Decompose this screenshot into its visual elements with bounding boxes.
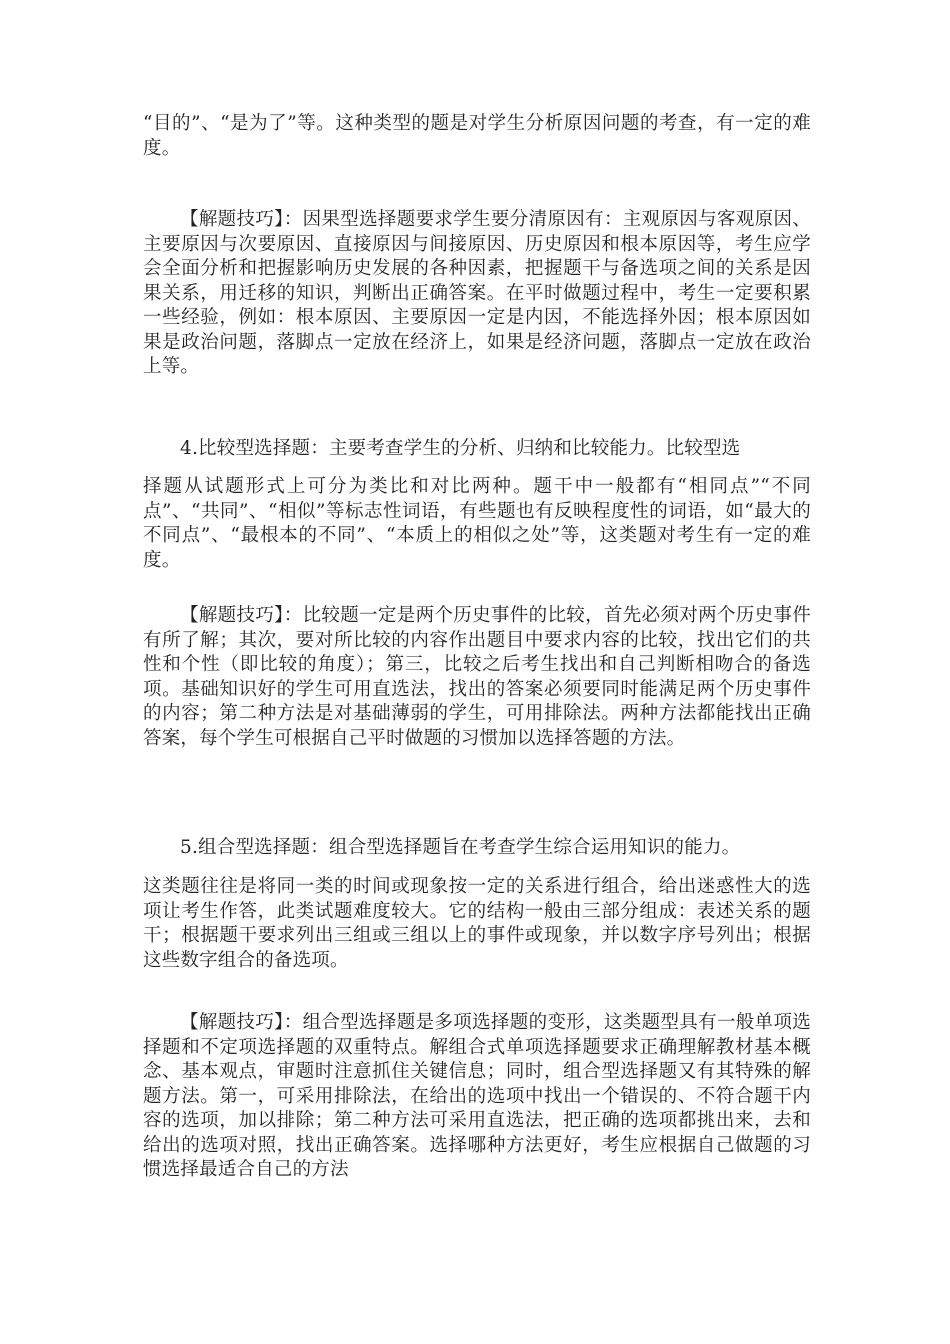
paragraph-cause-intro-end: “目的”、“是为了”等。这种类型的题是对学生分析原因问题的考查，有一定的难度。 [143,113,811,159]
heading-combination-type: 5.组合型选择题：组合型选择题旨在考查学生综合运用知识的能力。 [180,837,741,858]
paragraph-combination-body: 这类题往往是将同一类的时间或现象按一定的关系进行组合，给出迷惑性大的选项让考生作答，此类试题难度较大。它的结构一般由三部分组成：表述关系的题干；根据题干要求列出三组或三组以上的事件或现象，并以数字序号列出；根据这些数字组合的备选项。 [143,876,811,971]
heading-comparison-type: 4.比较型选择题：主要考查学生的分析、归纳和比较能力。比较型选 [180,438,741,459]
paragraph-comparison-body: 择题从试题形式上可分为类比和对比两种。题干中一般都有“相同点”“不同点”、“共同”、“相似”等标志性词语，有些题也有反映程度性的词语，如“最大的不同点”、“最根本的不同”、“本质上的相似之处”等，这类题对考生有一定的难度。 [143,476,811,571]
paragraph-comparison-tips: 【解题技巧】：比较题一定是两个历史事件的比较，首先必须对两个历史事件有所了解；其次，要对所比较的内容作出题目中要求内容的比较，找出它们的共性和个性（即比较的角度）；第三，比较之后考生找出和自己判断相吻合的备选项。基础知识好的学生可用直选法，找出的答案必须要同时能满足两个历史事件的内容；第二种方法是对基础薄弱的学生，可用排除法。两种方法都能找出正确答案，每个学生可根据自己平时做题的习惯加以选择答题的方法。 [143,605,811,749]
paragraph-cause-tips: 【解题技巧】：因果型选择题要求学生要分清原因有：主观原因与客观原因、主要原因与次要原因、直接原因与间接原因、历史原因和根本原因等，考生应学会全面分析和把握影响历史发展的各种因素，把握题干与备选项之间的关系是因果关系，用迁移的知识，判断出正确答案。在平时做题过程中，考生一定要积累一些经验，例如：根本原因、主要原因一定是内因，不能选择外因；根本原因如果是政治问题，落脚点一定放在经济上，如果是经济问题，落脚点一定放在政治上等。 [143,209,811,377]
paragraph-combination-tips: 【解题技巧】：组合型选择题是多项选择题的变形，这类题型具有一般单项选择题和不定项选择题的双重特点。解组合式单项选择题要求正确理解教材基本概念、基本观点，审题时注意抓住关键信息；同时，组合型选择题又有其特殊的解题方法。第一，可采用排除法，在给出的选项中找出一个错误的、不符合题干内容的选项，加以排除；第二种方法可采用直选法，把正确的选项都挑出来，去和给出的选项对照，找出正确答案。选择哪种方法更好，考生应根据自己做题的习惯选择最适合自己的方法 [143,1012,811,1180]
